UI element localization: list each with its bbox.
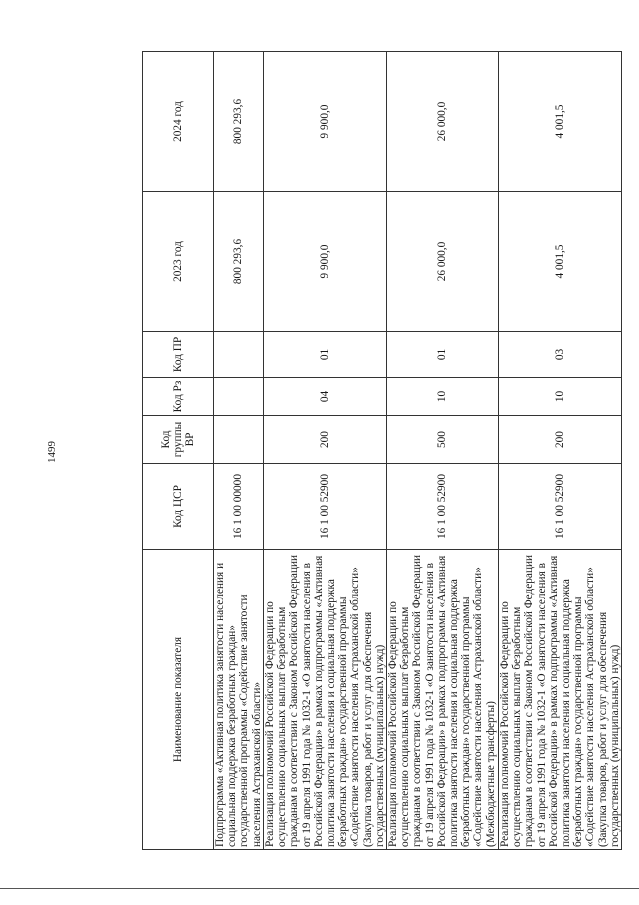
budget-table <box>142 51 622 850</box>
row-2024: 4 001,5 <box>499 52 622 192</box>
row-pr <box>214 332 264 378</box>
table-row <box>499 52 622 850</box>
row-name: Реализация полномочий Российской Федерации по осуществлению социальных выплат безработным гражданам в соответствии с Законом Российской Федерации от 19 апреля 1991 года № 1032-1 «О занятости населения в Российской Федерации» в рамках подпрограммы «Активная политика занятости населения и социальная поддержка безработных граждан» государственной программы «Содействие занятости населения Астраханской области» (Закупка товаров, работ и услуг для обеспечения государственных (муниципальных) нужд) <box>264 550 387 850</box>
header-2023: 2023 год <box>143 192 214 332</box>
row-rz: 04 <box>264 378 387 416</box>
row-csr: 16 1 00 52900 <box>499 464 622 550</box>
row-rz: 10 <box>387 378 499 416</box>
row-name: Реализация полномочий Российской Федерации по осуществлению социальных выплат безработным гражданам в соответствии с Законом Российской Федерации от 19 апреля 1991 года № 1032-1 «О занятости населения в Российской Федерации» в рамках подпрограммы «Активная политика занятости населения и социальная поддержка безработных граждан» государственной программы «Содействие занятости населения Астраханской области» (Закупка товаров, работ и услуг для обеспечения государственных (муниципальных) нужд) <box>499 550 622 850</box>
budget-table-container <box>142 52 621 850</box>
row-csr: 16 1 00 52900 <box>387 464 499 550</box>
row-2024: 9 900,0 <box>264 52 387 192</box>
row-csr: 16 1 00 00000 <box>214 464 264 550</box>
row-vr: 200 <box>264 416 387 464</box>
row-2024: 26 000,0 <box>387 52 499 192</box>
row-rz: 10 <box>499 378 622 416</box>
page-number: 1499 <box>46 441 58 463</box>
row-2023: 4 001,5 <box>499 192 622 332</box>
table-header-row <box>143 52 214 850</box>
header-pr: Код ПР <box>143 332 214 378</box>
header-vr: Код группы ВР <box>143 416 214 464</box>
table-row <box>387 52 499 850</box>
row-pr: 01 <box>387 332 499 378</box>
row-rz <box>214 378 264 416</box>
row-pr: 03 <box>499 332 622 378</box>
row-vr: 200 <box>499 416 622 464</box>
row-vr: 500 <box>387 416 499 464</box>
row-csr: 16 1 00 52900 <box>264 464 387 550</box>
row-2023: 9 900,0 <box>264 192 387 332</box>
header-rz: Код Рз <box>143 378 214 416</box>
row-name: Реализация полномочий Российской Федерации по осуществлению социальных выплат безработным гражданам в соответствии с Законом Российской Федерации от 19 апреля 1991 года № 1032-1 «О занятости населения в Российской Федерации» в рамках подпрограммы «Активная политика занятости населения и социальная поддержка безработных граждан» государственной программы «Содействие занятости населения Астраханской области» (Межбюджетные трансферты) <box>387 550 499 850</box>
row-vr <box>214 416 264 464</box>
table-row <box>264 52 387 850</box>
table-row <box>214 52 264 850</box>
row-name: Подпрограмма «Активная политика занятости населения и социальная поддержка безработных граждан» государственной программы «Содействие занятости населения Астраханской области» <box>214 550 264 850</box>
bottom-rule <box>0 888 639 889</box>
header-2024: 2024 год <box>143 52 214 192</box>
row-pr: 01 <box>264 332 387 378</box>
row-2024: 800 293,6 <box>214 52 264 192</box>
row-2023: 26 000,0 <box>387 192 499 332</box>
header-csr: Код ЦСР <box>143 464 214 550</box>
header-name: Наименование показателя <box>143 550 214 850</box>
row-2023: 800 293,6 <box>214 192 264 332</box>
